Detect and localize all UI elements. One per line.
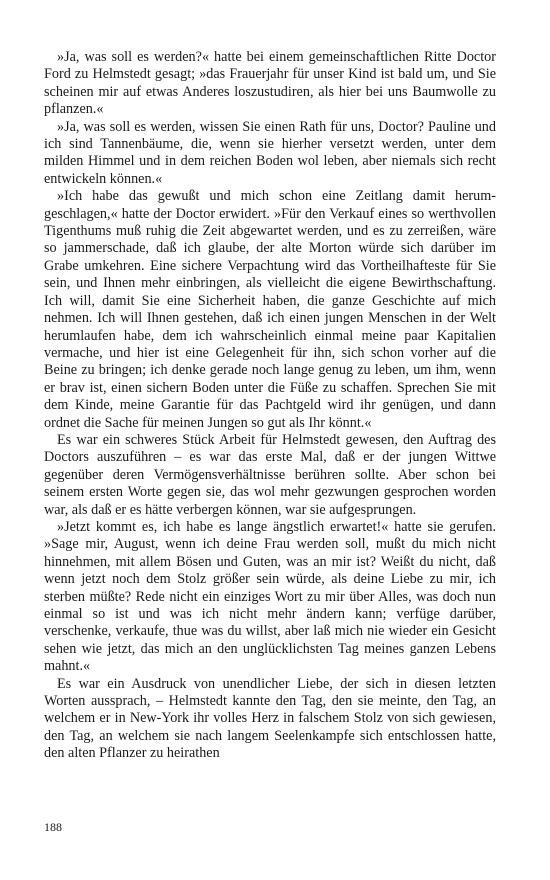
body-text [44, 49, 496, 763]
paragraph: »Jetzt kommt es, ich habe es lange ängstlich erwartet!« hatte sie gerufen. »Sage mir, August, wenn ich deine Frau werden soll, mußt du mich nicht hinnehmen, mit allem Bösen und Guten, was an mir ist? Weißt du nicht, daß wenn jetzt noch dem Stolz größer sein würde, als deine Liebe zu mir, ich sterben müßte? Rede nicht ein einziges Wort zu mir über Alles, was doch nun einmal so ist und was ich nicht mehr ändern kann; verfüge darüber, verschenke, verkaufe, thue was du willst, aber laß mich nie wieder ein Gesicht sehen wie jetzt, das mich an den unglücklichsten Tag meines ganzen Lebens mahnt.« [44, 518, 496, 675]
paragraph: »Ja, was soll es werden?« hatte bei einem gemeinschaftlichen Ritte Doctor Ford zu Helmstedt gesagt; »das Frauerjahr für unser Kind ist bald um, und Sie scheinen mir auf etwas Anderes loszustudiren, als hier bei uns Baumwolle zu pflanzen.« [44, 49, 496, 118]
paragraph: Es war ein Ausdruck von unendlicher Liebe, der sich in diesen letzten Worten aussprach, – Helmstedt kannte den Tag, den sie meinte, den Tag, an welchem er in New-York ihr volles Herz in falschem Stolz von sich gewiesen, den Tag, an welchem sie nach langem Seelenkampfe sich entschlossen hatte, den alten Pflanzer zu heirathen [44, 675, 496, 762]
paragraph: »Ja, was soll es werden, wissen Sie einen Rath für uns, Doctor? Pauline und ich sind Tannenbäume, die, wenn sie hierher versetzt werden, unter dem milden Himmel und in dem reichen Boden wol leben, aber niemals sich recht entwickeln können.« [44, 118, 496, 187]
paragraph: Es war ein schweres Stück Arbeit für Helmstedt gewesen, den Auftrag des Doctors auszuführen – es war das erste Mal, daß er der jungen Wittwe gegenüber deren Vermögensverhältnisse berühren sollte. Aber schon bei seinem ersten Worte gegen sie, das wol mehr gezwungen gesprochen worden war, als daß er es hätte verbergen können, war sie aufgesprungen. [44, 431, 496, 518]
paragraph: »Ich habe das gewußt und mich schon eine Zeitlang damit herumgeschlagen,« hatte der Doctor erwidert. »Für den Verkauf eines so werthvollen Tigenthums muß ruhig die Zeit abgewartet werden, und es zu zerreißen, wäre so jammerschade, daß ich glaube, der alte Morton würde sich darüber im Grabe umkehren. Eine sichere Verpachtung wird das Vortheilhafteste für Sie sein, und Ihnen mehr einbringen, als vielleicht die eigene Bewirthschaftung. Ich will, damit Sie eine Sicherheit haben, die ganze Geschichte auf mich nehmen. Ich will Ihnen gestehen, daß ich einen jungen Menschen in der Welt herumlaufen habe, dem ich wahrscheinlich einmal meine paar Kapitalien vermache, und hier ist eine Gelegenheit für ihn, sich schon vorher auf die Beine zu bringen; ich denke gerade noch lange genug zu leben, um ihm, wenn er brav ist, einen sichern Boden unter die Füße zu schaffen. Sprechen Sie mit dem Kinde, meine Garantie für das Pachtgeld wird ihr genügen, und dann ordnet die Sache für meinen Jungen so gut als Ihr könnt.« [44, 188, 496, 431]
page-number: 188 [44, 820, 62, 834]
